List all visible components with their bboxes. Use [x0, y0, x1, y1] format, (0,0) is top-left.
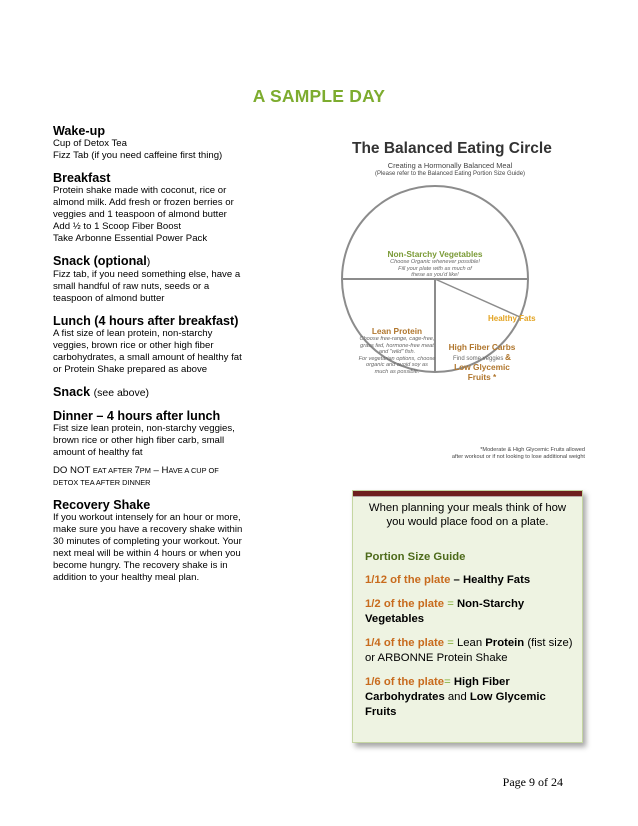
- veg-segment: [360, 249, 510, 279]
- note-part: 7: [134, 465, 140, 476]
- section-line: almond milk. Add fresh or frozen berries or: [53, 197, 234, 208]
- portion-food-bold: Low Glycemic Fruits: [365, 691, 546, 718]
- graphic-subtitle: Creating a Hormonally Balanced Meal: [387, 161, 513, 170]
- section-line: A fist size of lean protein, non-starchy: [53, 328, 213, 339]
- protein-desc: Choose free-range, cage-free,: [359, 336, 435, 342]
- section-line: next meal will be within 4 hours or when you: [53, 548, 241, 559]
- portion-food: Non-Starchy Vegetables: [365, 598, 525, 625]
- veg-heading: Non-Starchy Vegetables: [387, 249, 483, 259]
- note-part: PM: [139, 466, 151, 475]
- graphic-subnote: (Please refer to the Balanced Eating Portion Size Guide): [374, 171, 526, 177]
- carbs-heading: Fruits *: [467, 372, 497, 382]
- graphic-note: [452, 447, 585, 461]
- graphic-title: The Balanced Eating Circle: [352, 140, 552, 157]
- section-line: 30 minutes of completing your workout. Your: [53, 536, 242, 547]
- dinner-note-line: [53, 465, 268, 477]
- section-line: small handful of raw nuts, seeds or a: [53, 281, 210, 292]
- section-line: Fizz tab, if you need something else, have a: [53, 269, 241, 280]
- portion-guide-box: [352, 490, 583, 743]
- portion-food-bold: High Fiber Carbohydrates: [365, 676, 510, 703]
- section-line: Take Arbonne Essential Power Pack: [53, 233, 208, 244]
- section-heading-note: (see above): [93, 387, 150, 399]
- portion-food: (fist size) or ARBONNE Protein Shake: [365, 637, 573, 664]
- section-breakfast: [53, 171, 268, 245]
- dinner-note-line: DETOX TEA AFTER DINNER: [53, 478, 151, 487]
- protein-segment: [356, 326, 438, 375]
- carbs-heading: High Fiber Carbs: [448, 342, 516, 352]
- portion-fraction: 1/6 of the plate: [365, 676, 445, 688]
- section-heading: Wake-up: [53, 124, 106, 138]
- portion-sep: –: [450, 574, 463, 586]
- section-heading-tail: ): [146, 256, 151, 268]
- section-line: If you workout intensely for an hour or more,: [53, 512, 241, 523]
- dinner-note: [53, 465, 268, 489]
- section-line: become hungry. The recovery shake is in: [53, 560, 228, 571]
- page-number: Page 9 of 24: [502, 775, 563, 789]
- portion-food: and: [444, 691, 470, 703]
- note-part: EAT AFTER: [92, 466, 135, 475]
- meal-plan-column: [53, 124, 268, 584]
- section-line: veggies, brown rice or other high fiber: [53, 340, 214, 351]
- section-heading-text: Snack: [53, 385, 91, 399]
- section-heading: Breakfast: [53, 171, 111, 185]
- section-snack: [53, 385, 268, 400]
- veg-desc: Fill your plate with as much of: [398, 265, 472, 272]
- protein-desc: much as possible.: [374, 368, 420, 375]
- portion-item: [365, 597, 574, 627]
- portion-item: [365, 636, 574, 666]
- section-line: amount of healthy fat: [53, 447, 143, 458]
- section-heading: Dinner – 4 hours after lunch: [53, 409, 221, 423]
- box-intro: When planning your meals think of how you would place food on a plate.: [368, 502, 567, 528]
- note-part: –: [150, 465, 162, 476]
- carbs-small: Find some veggies: [452, 356, 504, 362]
- section-line: carbohydrates, a small amount of healthy fat: [53, 352, 242, 363]
- portion-fraction: 1/4 of the plate: [365, 637, 445, 649]
- section-line: addition to your healthy meal plan.: [53, 572, 200, 583]
- section-snack-optional: [53, 254, 268, 305]
- section-dinner: [53, 409, 268, 459]
- section-line: Cup of Detox Tea: [53, 138, 127, 149]
- carbs-segment: [443, 342, 521, 382]
- portion-sep: =: [444, 598, 457, 610]
- graphic-note-line: *Moderate & High Glycemic Fruits allowed: [480, 447, 585, 453]
- section-heading: [53, 385, 268, 400]
- section-heading: Lunch (4 hours after breakfast): [53, 314, 239, 328]
- portion-fraction: 1/2 of the plate: [365, 598, 445, 610]
- section-wakeup: [53, 124, 268, 162]
- portion-guide-heading: Portion Size Guide: [365, 551, 466, 563]
- graphic-note-line: after workout or if not looking to lose additional weight: [451, 454, 585, 460]
- portion-fraction: 1/12 of the plate: [365, 574, 451, 586]
- section-line: Add ½ to 1 Scoop Fiber Boost: [53, 221, 181, 232]
- balanced-eating-circle-graphic: [300, 134, 600, 479]
- veg-desc: these as you'd like!: [411, 272, 459, 278]
- protein-heading: Lean Protein: [371, 326, 423, 336]
- note-part: DO NOT: [53, 465, 93, 476]
- portion-food-bold: Protein: [485, 637, 525, 649]
- portion-sep: =: [444, 676, 454, 688]
- section-heading-text: Snack (optional: [53, 254, 147, 268]
- protein-desc: For vegetarian options, choose: [358, 355, 436, 362]
- section-line: Fist size lean protein, non-starchy veggies,: [53, 423, 235, 434]
- section-line: veggies and 1 teaspoon of almond butter: [53, 209, 227, 220]
- section-line: Protein shake made with coconut, rice or: [53, 185, 227, 196]
- section-line: Fizz Tab (if you need caffeine first thing): [53, 150, 223, 161]
- carbs-amp: &: [505, 352, 512, 362]
- veg-desc: Choose Organic whenever possible!: [390, 259, 480, 265]
- section-heading: Recovery Shake: [53, 498, 151, 512]
- portion-sep: =: [444, 637, 457, 649]
- page-title: A SAMPLE DAY: [252, 86, 386, 106]
- section-line: teaspoon of almond butter: [53, 293, 165, 304]
- section-line: make sure you have a recovery shake within: [53, 524, 243, 535]
- note-part: AVE A CUP OF: [168, 466, 219, 475]
- box-top-bar: [353, 491, 582, 497]
- note-part: H: [161, 465, 169, 476]
- portion-food: Lean: [456, 637, 486, 649]
- section-line: brown rice or other high fiber carb, small: [53, 435, 225, 446]
- section-heading: [53, 254, 268, 269]
- carbs-sub: [443, 352, 521, 362]
- portion-item: [365, 675, 574, 720]
- section-recovery-shake: [53, 498, 268, 584]
- portion-food: Healthy Fats: [462, 574, 531, 586]
- protein-desc: grass fed, hormone-free meat: [360, 342, 434, 349]
- protein-desc: and "wild" fish.: [378, 349, 416, 355]
- section-line: or Protein Shake prepared as above: [53, 364, 208, 375]
- healthy-fats-label: Healthy Fats: [488, 314, 536, 323]
- portion-item: [365, 573, 574, 588]
- section-lunch: [53, 314, 268, 376]
- protein-desc: organic and avoid soy as: [366, 362, 428, 368]
- carbs-heading: Low Glycemic: [454, 362, 510, 372]
